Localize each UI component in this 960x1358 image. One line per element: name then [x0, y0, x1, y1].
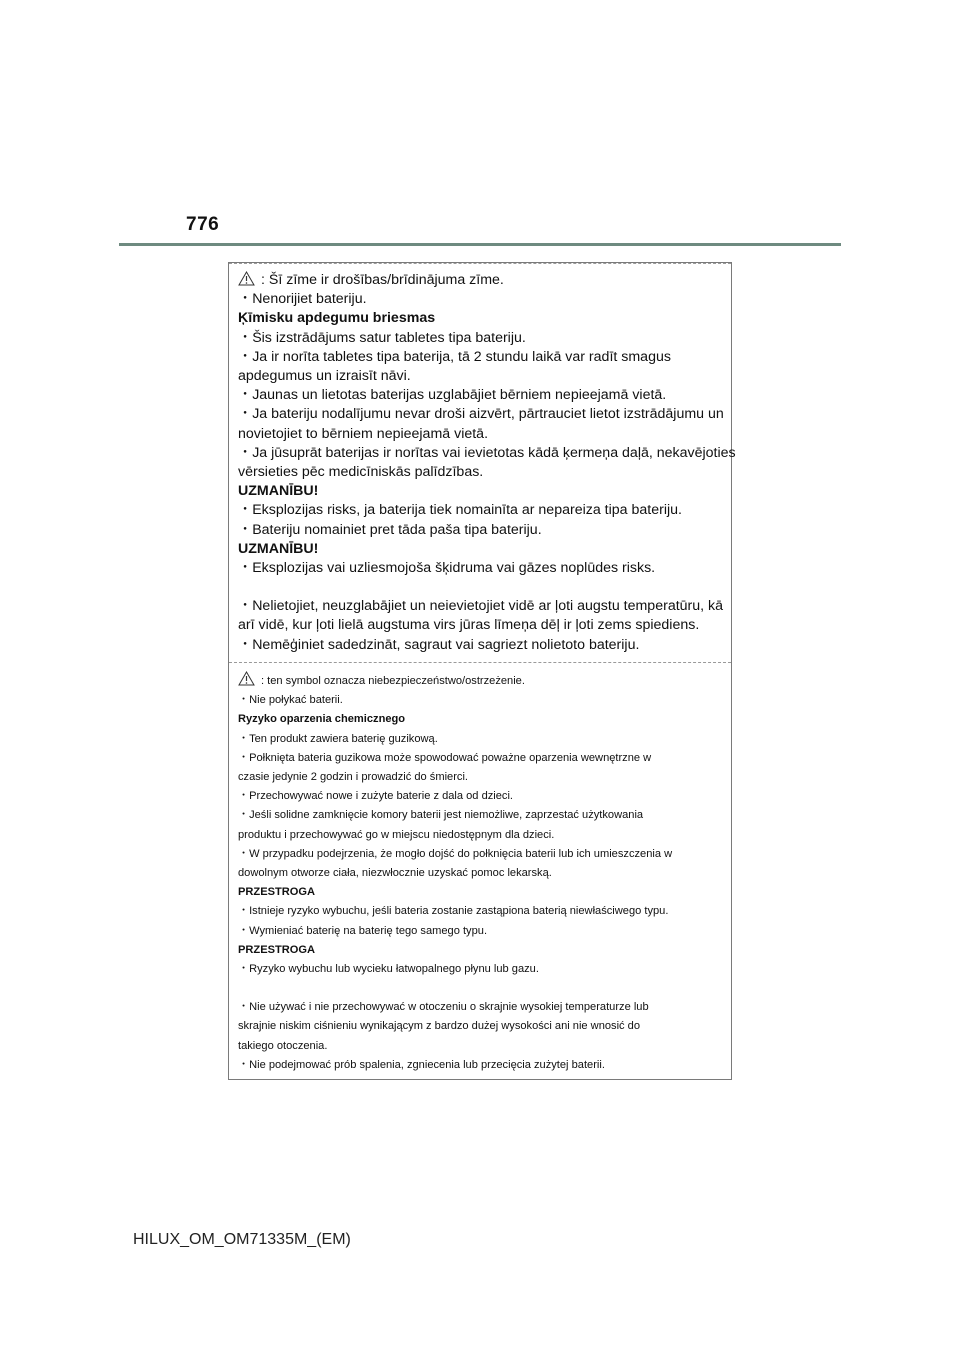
- line: ・Eksplozijas vai uzliesmojoša šķidruma vai gāzes noplūdes risks.: [238, 560, 656, 577]
- line: ・W przypadku podejrzenia, że mogło dojść do połknięcia baterii lub ich umieszczenia w: [238, 847, 673, 860]
- line: ・Nemēģiniet sadedzināt, sagraut vai sagriezt nolietoto bateriju.: [238, 636, 640, 653]
- warning-triangle-icon: [238, 271, 255, 286]
- line: czasie jedynie 2 godzin i prowadzić do śmierci.: [238, 771, 468, 784]
- warning-triangle-icon: [238, 671, 255, 686]
- spacer: [238, 578, 723, 597]
- footer-document-code: HILUX_OM_OM71335M_(EM): [133, 1231, 351, 1248]
- caution-heading: UZMANĪBU!: [238, 540, 319, 557]
- header-rule: [119, 243, 841, 246]
- caution-heading: PRZESTROGA: [238, 943, 316, 956]
- latvian-section: [238, 271, 736, 655]
- line: vērsieties pēc medicīniskās palīdzības.: [238, 464, 484, 481]
- line: ・Wymieniać baterię na baterię tego samego typu.: [238, 924, 488, 937]
- line: ・Nelietojiet, neuzglabājiet un neievietojiet vidē ar ļoti augstu temperatūru, kā: [238, 598, 724, 615]
- line: ・Bateriju nomainiet pret tāda paša tipa bateriju.: [238, 521, 542, 538]
- section-divider: [229, 662, 731, 663]
- spacer: [238, 979, 723, 998]
- line: ・Ja jūsuprāt baterijas ir norītas vai ievietotas kādā ķermeņa daļā, nekavējoties: [238, 444, 736, 461]
- line: ・Ja ir norīta tabletes tipa baterija, tā 2 stundu laikā var radīt smagus: [238, 348, 671, 365]
- symbol-line: [238, 671, 723, 691]
- line: ・Połknięta bateria guzikowa może spowodować poważne oparzenia wewnętrzne w: [238, 751, 652, 764]
- line: ・Jaunas un lietotas baterijas uzglabājiet bērniem nepieejamā vietā.: [238, 387, 667, 404]
- line: ・Nie połykać baterii.: [238, 694, 343, 707]
- page-number: 776: [186, 214, 220, 235]
- line: dowolnym otworze ciała, niezwłocznie uzyskać pomoc lekarską.: [238, 867, 552, 880]
- symbol-line: [238, 271, 723, 290]
- line: ・Šis izstrādājums satur tabletes tipa bateriju.: [238, 329, 526, 346]
- symbol-line-text: : ten symbol oznacza niebezpieczeństwo/ostrzeżenie.: [261, 675, 525, 687]
- line: skrajnie niskim ciśnieniu wynikającym z bardzo dużej wysokości ani nie wnosić do: [238, 1020, 641, 1033]
- line: ・Nie używać i nie przechowywać w otoczeniu o skrajnie wysokiej temperaturze lub: [238, 1001, 649, 1014]
- line: ・Nie podejmować prób spalenia, zgniecenia lub przecięcia zużytej baterii.: [238, 1058, 605, 1071]
- symbol-line-text: : Šī zīme ir drošības/brīdinājuma zīme.: [261, 272, 504, 288]
- line: ・Ja bateriju nodalījumu nevar droši aizvērt, pārtrauciet lietot izstrādājumu un: [238, 406, 724, 423]
- heading: Ķīmisku apdegumu briesmas: [238, 310, 436, 327]
- line: takiego otoczenia.: [238, 1039, 328, 1052]
- caution-heading: UZMANĪBU!: [238, 483, 319, 500]
- line: ・Ryzyko wybuchu lub wycieku łatwopalnego płynu lub gazu.: [238, 963, 539, 976]
- line: apdegumus un izraisīt nāvi.: [238, 368, 411, 385]
- line: produktu i przechowywać go w miejscu niedostępnym dla dzieci.: [238, 828, 555, 841]
- line: ・Ten produkt zawiera baterię guzikową.: [238, 732, 438, 745]
- heading: Ryzyko oparzenia chemicznego: [238, 713, 406, 726]
- line: ・Nenorijiet bateriju.: [238, 291, 367, 308]
- line: ・Przechowywać nowe i zużyte baterie z dala od dzieci.: [238, 790, 514, 803]
- line: ・Jeśli solidne zamknięcie komory baterii jest niemożliwe, zaprzestać użytkowania: [238, 809, 644, 822]
- line: ・Istnieje ryzyko wybuchu, jeśli bateria zostanie zastąpiona baterią niewłaściwego typu.: [238, 905, 669, 918]
- line: ・Eksplozijas risks, ja baterija tiek nomainīta ar nepareiza tipa bateriju.: [238, 502, 682, 519]
- line: novietojiet to bērniem nepieejamā vietā.: [238, 425, 489, 442]
- battery-warning-box: [228, 262, 736, 1080]
- polish-section: [238, 671, 723, 1075]
- line: arī vidē, kur ļoti lielā augstuma virs jūras līmeņa dēļ ir ļoti zems spiediens.: [238, 617, 700, 634]
- caution-heading: PRZESTROGA: [238, 886, 316, 899]
